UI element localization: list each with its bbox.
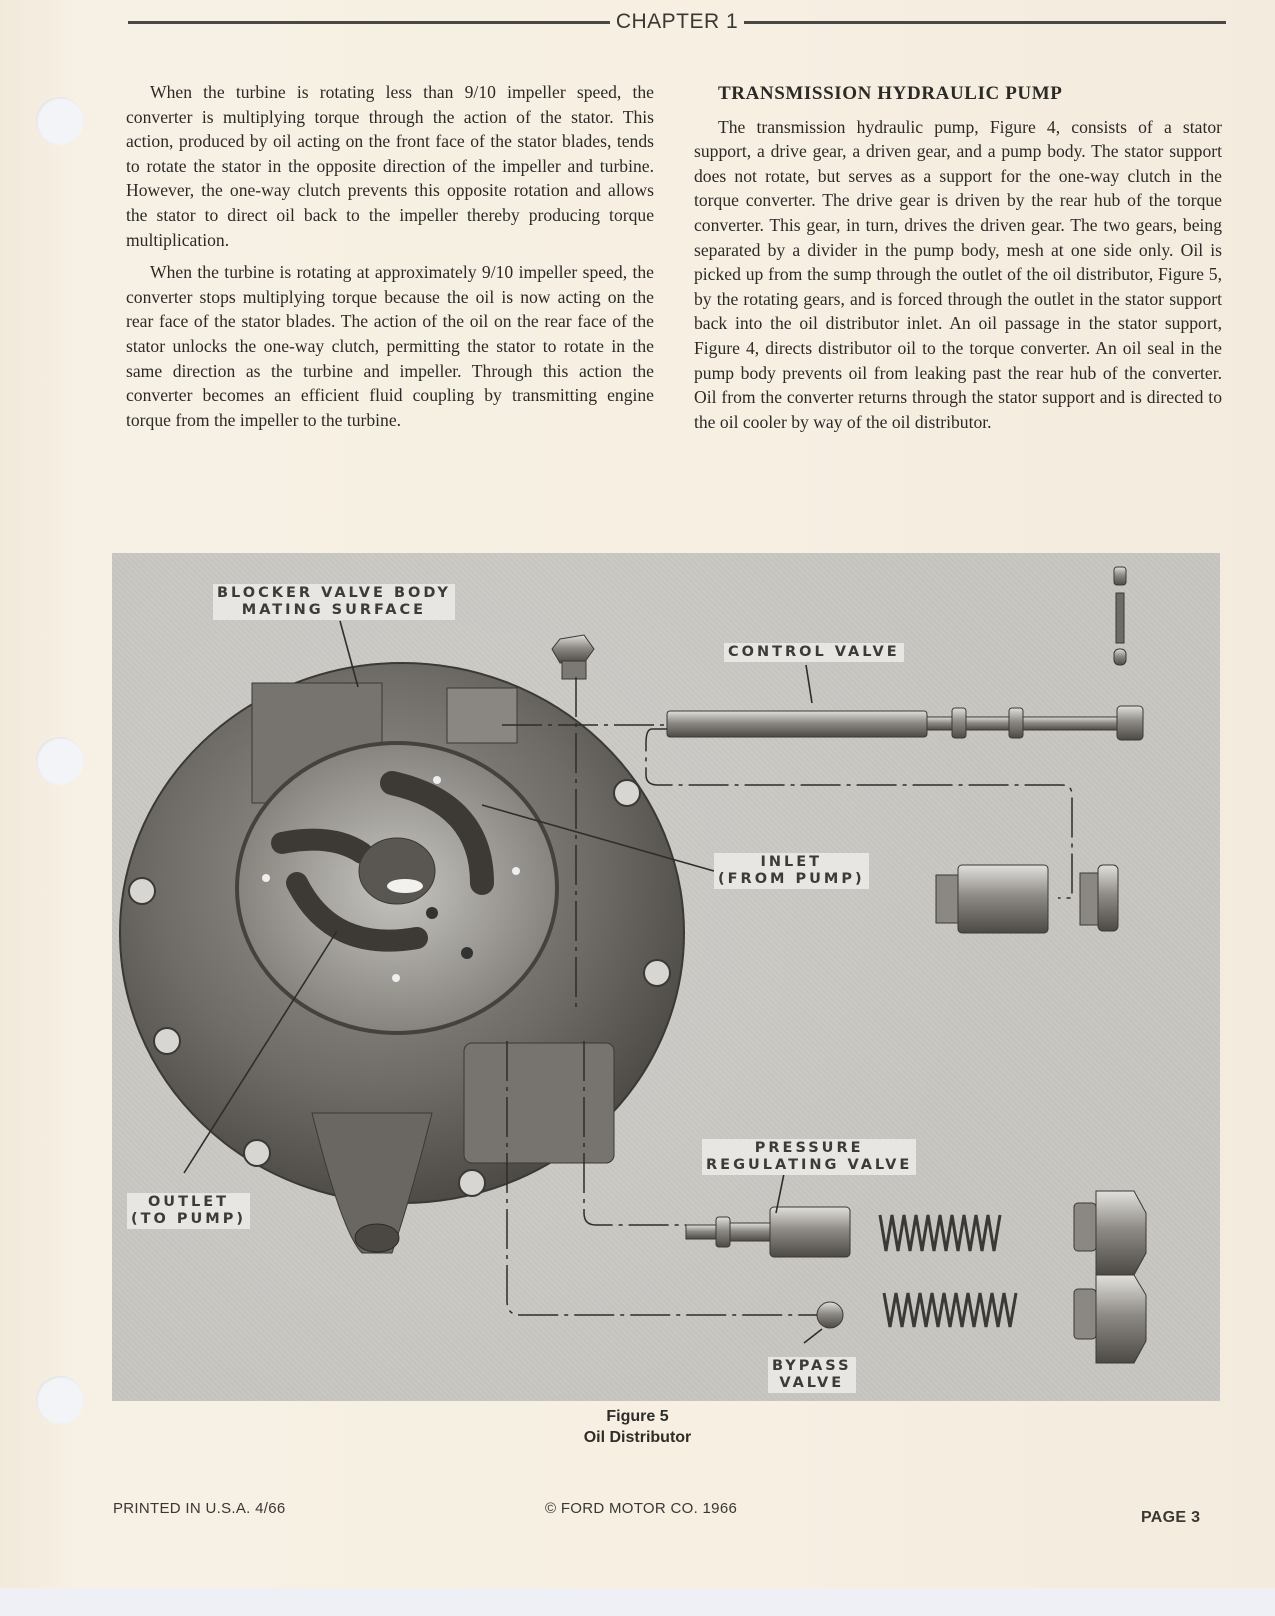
chapter-title: CHAPTER 1 xyxy=(615,10,739,33)
callout-inlet xyxy=(714,853,869,889)
distributor-plate xyxy=(237,743,557,1033)
callout-control-valve xyxy=(724,643,904,662)
callout-bypass-line2: VALVE xyxy=(779,1375,845,1391)
callout-outlet-line2: (TO PUMP) xyxy=(131,1211,246,1227)
regulating-valve-plug xyxy=(1074,1191,1146,1275)
callout-bypass-valve xyxy=(768,1357,856,1393)
punch-hole-top xyxy=(36,97,84,145)
footer-copyright: © FORD MOTOR CO. 1966 xyxy=(545,1500,738,1517)
figure-number: Figure 5 xyxy=(606,1408,669,1425)
oil-distributor-illustration xyxy=(112,553,1220,1401)
regulating-spring xyxy=(880,1215,1000,1251)
top-plug xyxy=(552,635,594,679)
callout-control-valve-text: CONTROL VALVE xyxy=(728,644,900,660)
callout-pressure-line1: PRESSURE xyxy=(754,1140,864,1156)
figure-title: Oil Distributor xyxy=(583,1429,692,1446)
bypass-spring xyxy=(884,1293,1016,1327)
header-rule-left xyxy=(128,21,610,24)
oil-distributor-figure xyxy=(112,553,1220,1401)
section-heading: TRANSMISSION HYDRAULIC PUMP xyxy=(718,83,1063,104)
callout-bypass-line1: BYPASS xyxy=(772,1358,852,1374)
header-rule-right xyxy=(744,21,1226,24)
callout-blocker-line2: MATING SURFACE xyxy=(241,602,427,618)
pressure-regulating-valve-part xyxy=(686,1207,850,1257)
punch-hole-middle xyxy=(36,737,84,785)
control-valve-part xyxy=(667,706,1143,740)
left-text-column xyxy=(126,80,654,440)
callout-pressure-regulating-valve xyxy=(702,1139,916,1175)
callout-blocker-line1: BLOCKER VALVE BODY xyxy=(217,585,451,601)
callout-outlet-line1: OUTLET xyxy=(147,1194,229,1210)
callout-outlet xyxy=(127,1193,250,1229)
footer-printed: PRINTED IN U.S.A. 4/66 xyxy=(113,1500,286,1517)
small-spring-assembly xyxy=(1114,567,1126,665)
paragraph-fluid-coupling: When the turbine is rotating at approximately 9/10 impeller speed, the converter stops multiplying torque because the oil is now acting on the rear face of the stator blades. The action of the oil on the rear face of the stator unlocks the one-way clutch, permitting the stator to rotate in the same direction as the turbine and impeller. Through this action the converter becomes an efficient fluid coupling by transmitting engine torque from the impeller to the turbine. xyxy=(126,262,654,430)
inlet-fitting xyxy=(936,865,1118,933)
figure-caption xyxy=(0,1406,1275,1448)
callout-blocker-valve-body xyxy=(213,584,455,620)
callout-inlet-line1: INLET xyxy=(760,854,823,870)
paragraph-hydraulic-pump: The transmission hydraulic pump, Figure 4, consists of a stator support, a drive gear, a driven gear, and a pump body. The stator support does not rotate, but serves as a support for the one-way clutch in the torque converter. The drive gear is driven by the rear hub of the torque converter. This gear, in turn, drives the driven gear. The two gears, being separated by a divider in the pump body, mesh at one side only. Oil is picked up from the sump through the outlet of the oil distributor, Figure 5, by the rotating gears, and is forced through the outlet in the stator support back into the oil distributor inlet. An oil passage in the stator support, Figure 4, directs distributor oil to the torque converter. An oil seal in the pump body prevents oil from leaking past the rear hub of the converter. Oil from the converter returns through the stator support and is directed to the oil cooler by way of the oil distributor. xyxy=(694,116,1222,432)
bypass-valve-ball xyxy=(817,1302,843,1328)
paragraph-torque-multiplication: When the turbine is rotating less than 9/10 impeller speed, the converter is multiplying torque through the action of the stator. This action, produced by oil acting on the front face of the stator blades, tends to rotate the stator in the opposite direction of the impeller and turbine. However, the one-way clutch prevents this opposite rotation and allows the stator to direct oil back to the impeller thereby producing torque multiplication. xyxy=(126,82,654,250)
right-text-column xyxy=(694,82,1222,442)
callout-inlet-line2: (FROM PUMP) xyxy=(718,871,865,887)
callout-pressure-line2: REGULATING VALVE xyxy=(706,1157,913,1173)
bypass-valve-plug xyxy=(1074,1275,1146,1363)
page-number: PAGE 3 xyxy=(1141,1509,1201,1526)
chapter-header xyxy=(128,8,1226,36)
